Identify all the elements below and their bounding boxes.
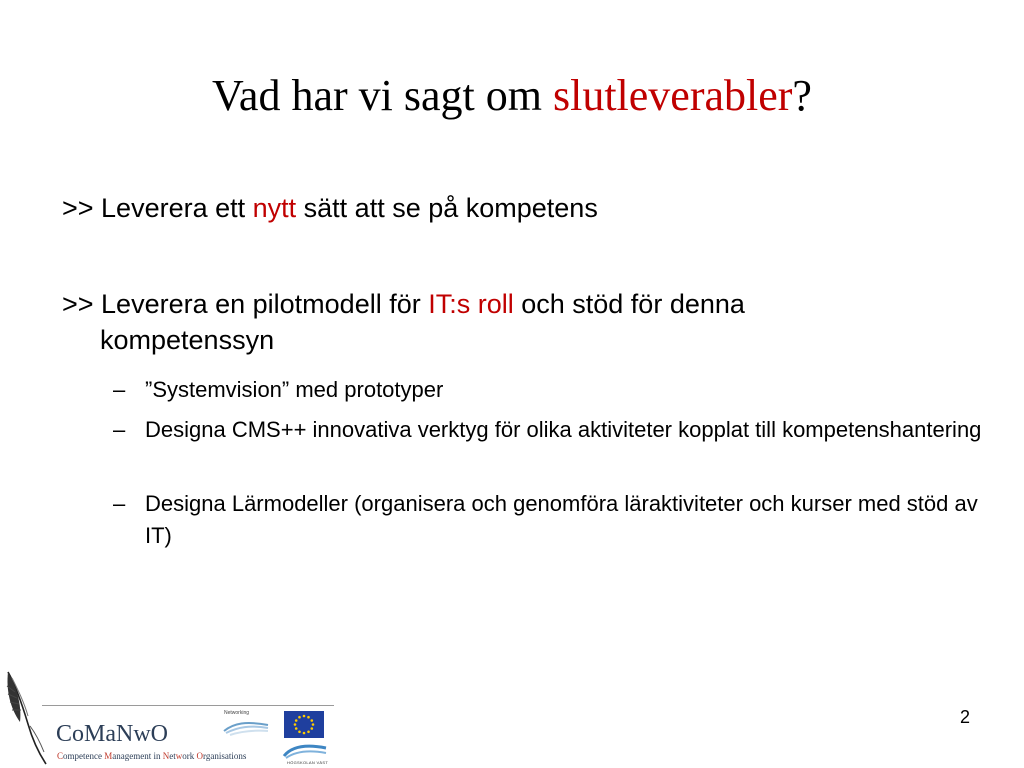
sub-bullet-text: ”Systemvision” med prototyper: [145, 377, 444, 402]
bullet-1-highlight: nytt: [252, 193, 297, 223]
bullet-2: [62, 286, 962, 358]
sub-bullet-2: [113, 414, 993, 446]
brand-logo-text: CoMaNwO: [56, 721, 168, 747]
university-logo-text: HÖGSKOLAN VÄST: [287, 760, 329, 765]
sub-bullet-dash: –: [113, 417, 126, 442]
university-logo-icon: [282, 742, 328, 760]
brand-subtitle-initial: C: [57, 751, 64, 761]
brand-subtitle-initial: O: [196, 751, 203, 761]
brand-subtitle-word: anagement in: [112, 751, 163, 761]
footer-divider: [42, 705, 334, 706]
brand-subtitle-word: rganisations: [203, 751, 247, 761]
sub-bullet-dash: –: [113, 491, 126, 516]
sub-bullet-text: Designa Lärmodeller (organisera och genomföra läraktiviteter och kurser med stöd av IT): [145, 491, 978, 548]
networking-logo-icon: [222, 713, 270, 737]
brand-subtitle-initial: w: [175, 751, 183, 761]
bullet-2-suffix: och stöd för denna: [513, 289, 745, 319]
bullet-2-highlight: IT:s roll: [428, 289, 514, 319]
sub-bullet-3: [113, 488, 993, 552]
brand-subtitle-word: ompetence: [63, 751, 105, 761]
brand-subtitle-word: ork: [182, 751, 197, 761]
sub-bullet-text: Designa CMS++ innovativa verktyg för olika aktiviteter kopplat till kompetenshantering: [145, 417, 982, 442]
feather-quill-icon: [2, 664, 54, 768]
sub-bullet-1: [113, 374, 993, 406]
brand-subtitle-word: et: [169, 751, 176, 761]
brand-subtitle-initial: N: [162, 751, 170, 761]
bullet-1: [62, 190, 962, 226]
networking-logo-text: Networking: [224, 710, 250, 716]
title-highlight: slutleverabler: [552, 71, 793, 120]
title-question-mark: ?: [792, 71, 812, 120]
brand-subtitle: [57, 750, 246, 762]
brand-subtitle-initial: M: [104, 751, 113, 761]
eu-flag-icon: [284, 711, 324, 738]
slide-title: [0, 66, 1024, 126]
page-number: 2: [959, 707, 970, 727]
bullet-2-prefix: >> Leverera en pilotmodell för: [62, 289, 429, 319]
sub-bullet-dash: –: [113, 377, 126, 402]
bullet-1-prefix: >> Leverera ett: [62, 193, 253, 223]
bullet-2-continuation: kompetenssyn: [100, 325, 275, 355]
bullet-1-suffix: sätt att se på kompetens: [296, 193, 598, 223]
title-text: Vad har vi sagt om: [212, 71, 553, 120]
